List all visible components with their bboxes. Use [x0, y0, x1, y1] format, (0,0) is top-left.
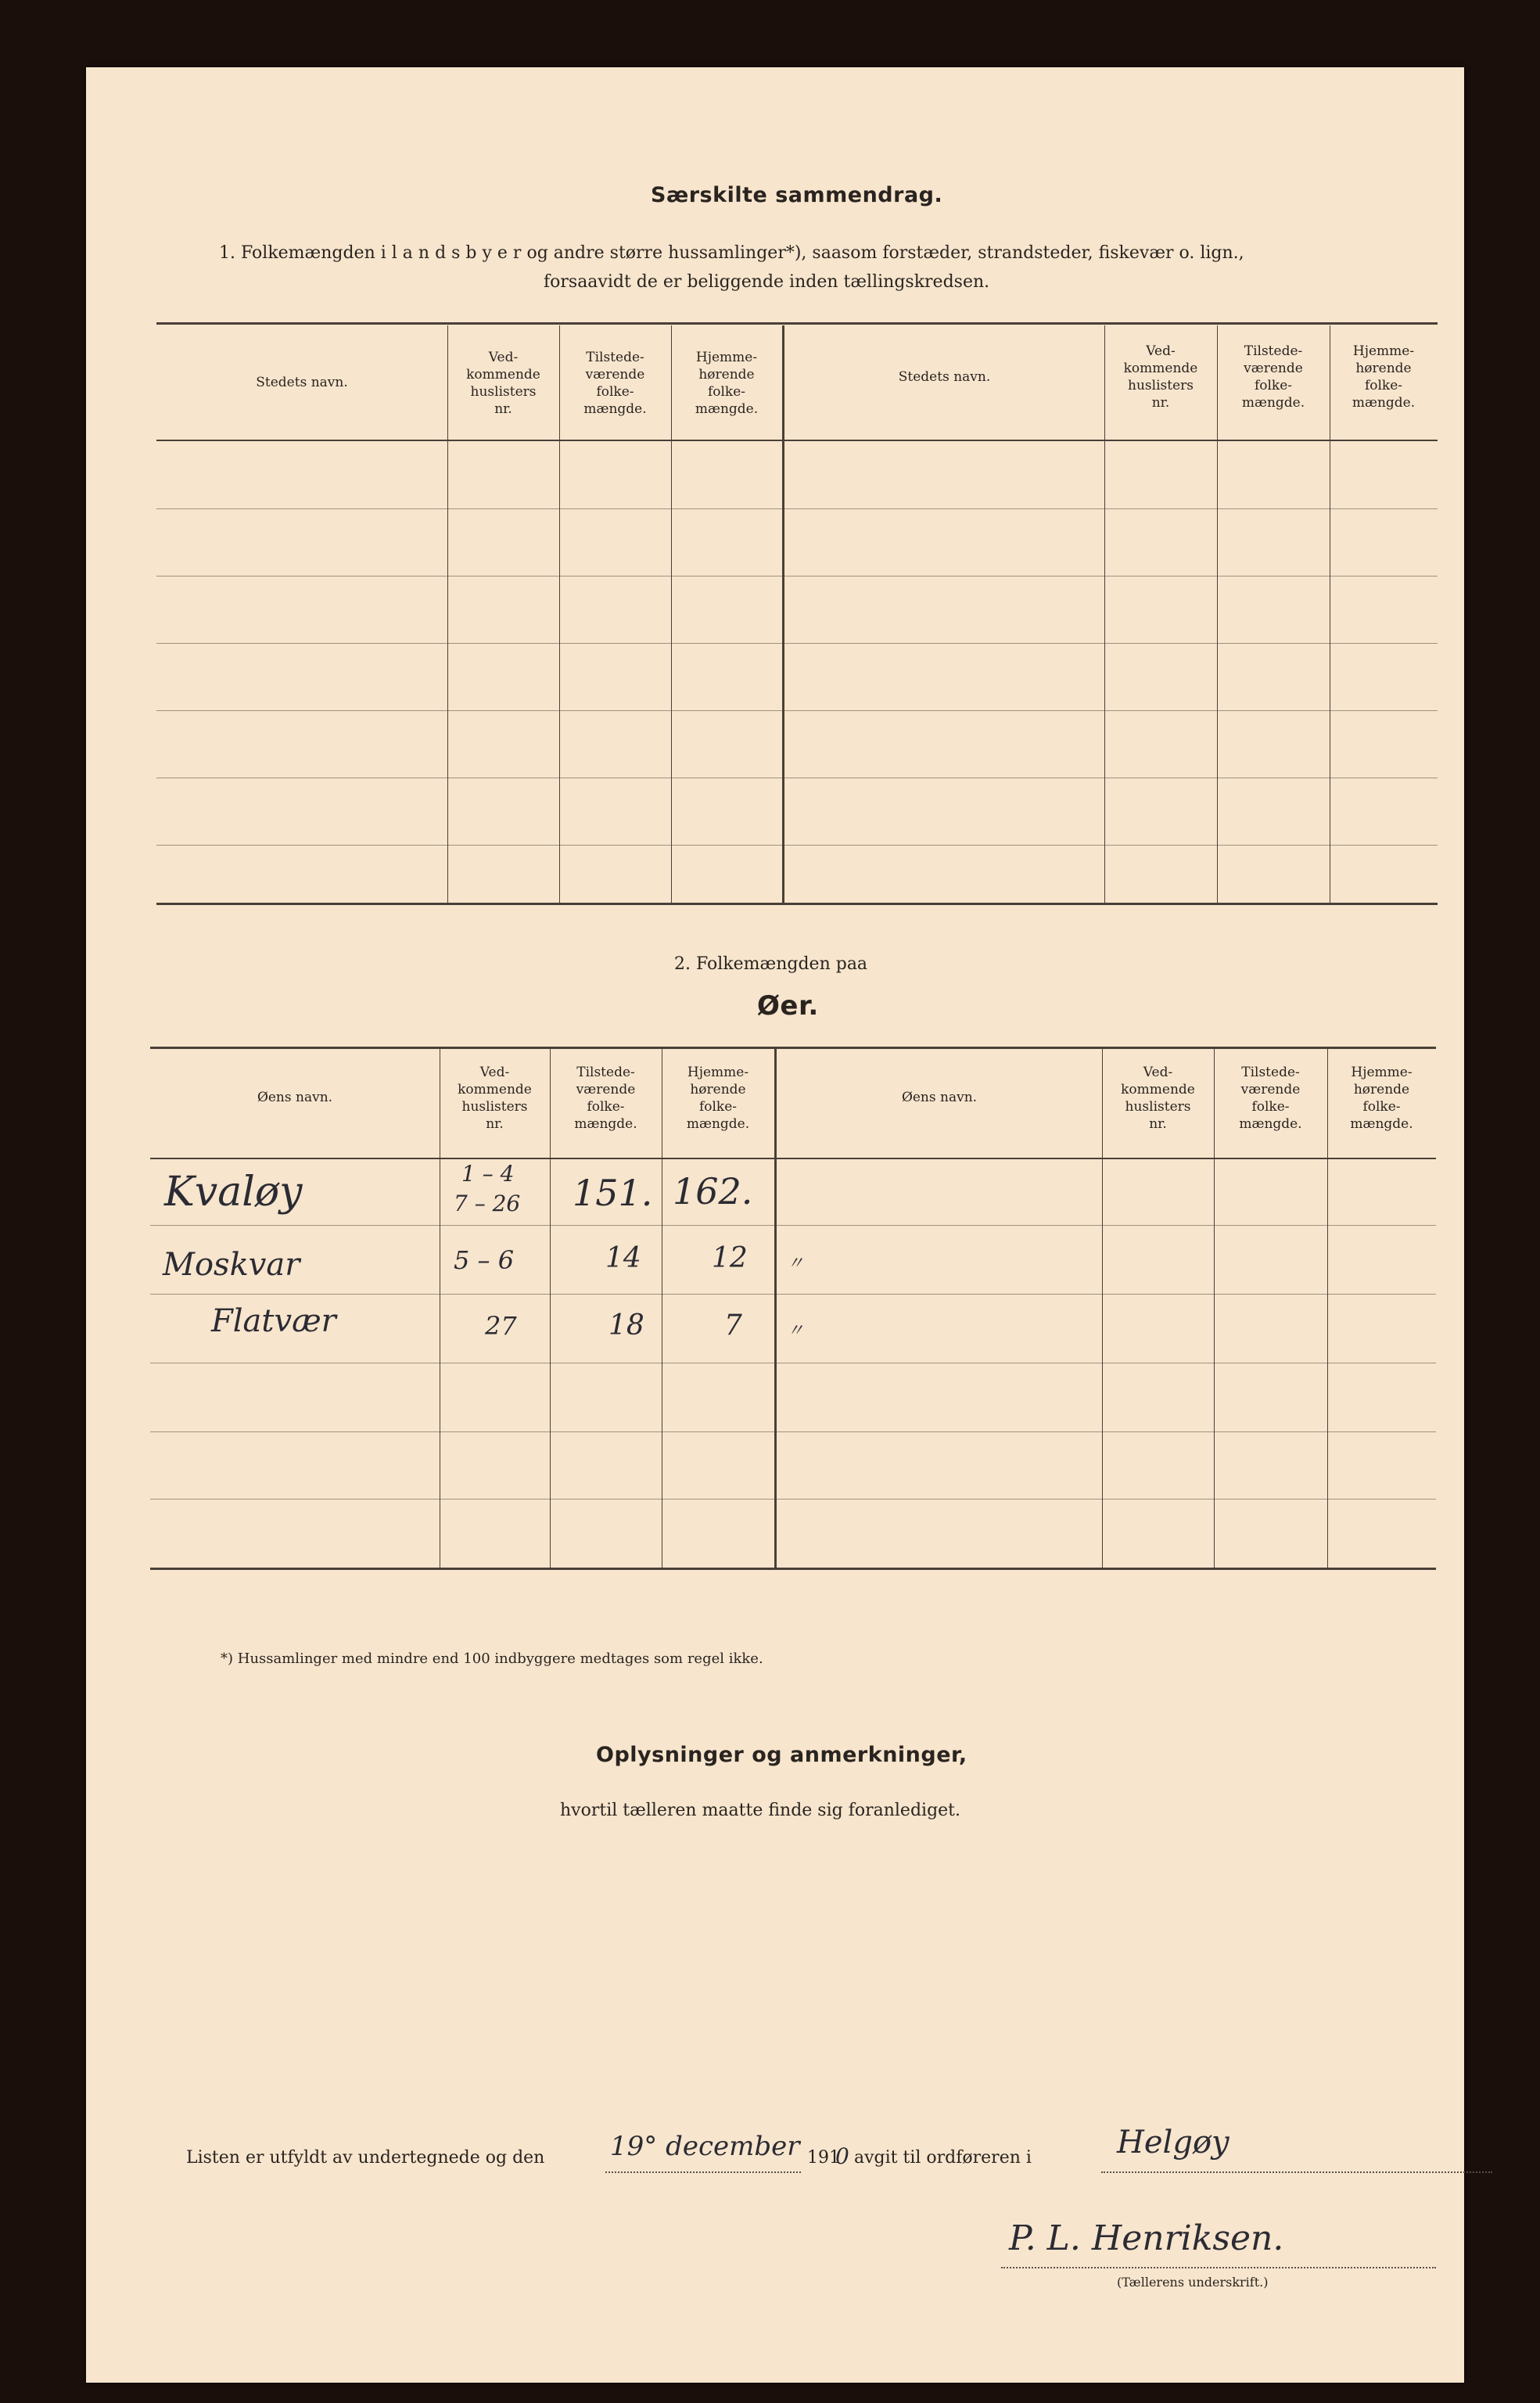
enumerator-signature: P. L. Henriksen. [1009, 2218, 1284, 2258]
row2-island: Moskvar [163, 1247, 300, 1283]
t1-header-present-left: Tilstede- værende folke- mængde. [583, 350, 647, 417]
table2-top-rule [150, 1047, 1436, 1049]
t2-header-resident-left: Hjemme- hørende folke- mængde. [686, 1065, 750, 1132]
t2-header-present-left: Tilstede- værende folke- mængde. [574, 1065, 637, 1132]
t2-header-listno-right: Ved- kommende huslisters nr. [1121, 1065, 1195, 1132]
row1-listno-1: 1 – 4 [461, 1161, 515, 1187]
t2-header-listno-left: Ved- kommende huslisters nr. [458, 1065, 532, 1132]
signature-date: 19° december [610, 2131, 800, 2162]
t1-header-resident-left: Hjemme- hørende folke- mængde. [695, 350, 759, 417]
row3-island: Flatvær [211, 1303, 336, 1339]
signature-year-prefix: 191 [807, 2148, 840, 2168]
t2-header-resident-right: Hjemme- hørende folke- mængde. [1350, 1065, 1413, 1132]
t2-header-island-right: Øens navn. [901, 1090, 978, 1105]
t1-header-place-left: Stedets navn. [256, 375, 348, 390]
row1-island: Kvaløy [164, 1169, 303, 1216]
table2-header-rule [150, 1158, 1436, 1159]
footnote: *) Hussamlinger med mindre end 100 indbyggere medtages som regel ikke. [221, 1650, 763, 1667]
signature-text-before: Listen er utfyldt av undertegnede og den [186, 2148, 545, 2168]
row3-resident: 7 [724, 1309, 742, 1342]
section1-line1: 1. Folkemængden i l a n d s b y e r og andre større hussamlinger*), saasom forstæder, strandsteder, fiskevær o. lign., [219, 243, 1244, 263]
t1-header-listno-right: Ved- kommende huslisters nr. [1123, 343, 1198, 411]
table1-bottom-rule [156, 903, 1438, 905]
row2-resident: 12 [712, 1242, 748, 1274]
table1-header-rule [156, 440, 1438, 441]
row1-resident: 162. [673, 1170, 753, 1212]
row3-tick-mark: 〃 [787, 1321, 805, 1341]
row2-tick-mark: 〃 [787, 1254, 805, 1273]
section1-line2: forsaavidt de er beliggende inden tællingskredsen. [544, 272, 990, 292]
t1-header-resident-right: Hjemme- hørende folke- mængde. [1352, 343, 1416, 411]
signature-municipality: Helgøy [1117, 2125, 1229, 2161]
row3-present: 18 [608, 1309, 644, 1342]
row2-present: 14 [605, 1242, 641, 1274]
t2-header-present-right: Tilstede- værende folke- mængde. [1239, 1065, 1302, 1132]
row1-listno-2: 7 – 26 [454, 1191, 521, 1216]
signature-label: (Tællerens underskrift.) [1117, 2275, 1269, 2290]
t2-header-island-left: Øens navn. [257, 1090, 333, 1105]
row1-present: 151. [573, 1172, 653, 1214]
t1-header-listno-left: Ved- kommende huslisters nr. [466, 350, 540, 417]
signature-text-mid: avgit til ordføreren i [854, 2148, 1032, 2168]
t1-header-place-right: Stedets navn. [898, 369, 991, 385]
signature-year-suffix: 0 [835, 2143, 849, 2169]
remarks-subtitle: hvortil tælleren maatte finde sig foranlediget. [560, 1801, 961, 1820]
section2-subtitle: 2. Folkemængden paa [674, 954, 868, 974]
table2-bottom-rule [150, 1568, 1436, 1570]
t1-header-present-right: Tilstede- værende folke- mængde. [1241, 343, 1305, 411]
census-form-page [86, 67, 1464, 2383]
section1-title: Særskilte sammendrag. [651, 183, 943, 207]
section2-title: Øer. [757, 990, 819, 1022]
row2-listno: 5 – 6 [454, 1245, 515, 1275]
row3-listno: 27 [485, 1311, 517, 1341]
table1-top-rule [156, 322, 1438, 325]
remarks-title: Oplysninger og anmerkninger, [596, 1743, 967, 1767]
